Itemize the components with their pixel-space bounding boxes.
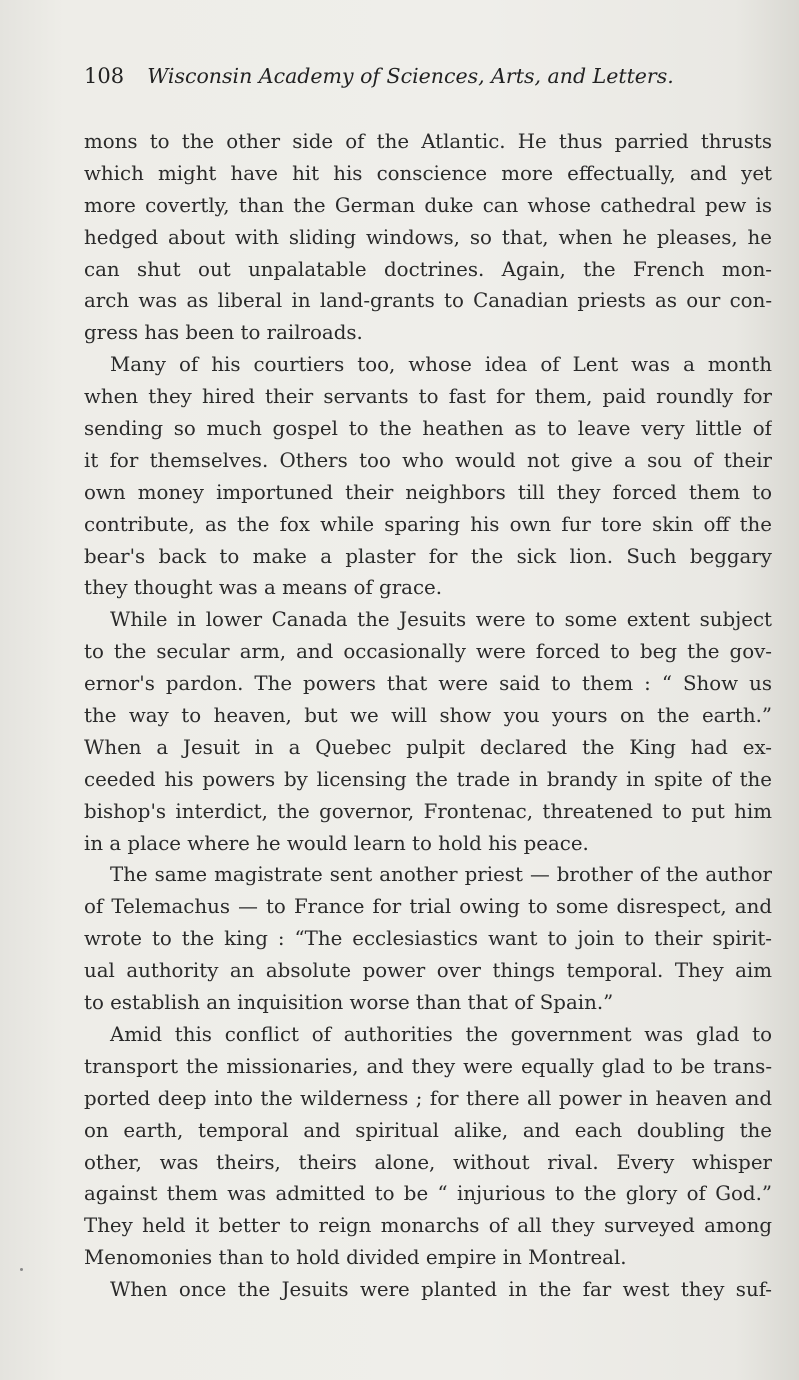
text-line: ernor's pardon. The powers that were said to them : “ Show us [84, 672, 772, 696]
text-line: to establish an inquisition worse than that of Spain.” [84, 991, 614, 1015]
text-line: When once the Jesuits were planted in the far west they suf- [110, 1278, 772, 1302]
text-line: When a Jesuit in a Quebec pulpit declared the King had ex- [84, 735, 772, 759]
text-line: it for themselves. Others too who would not give a sou of their [84, 448, 772, 472]
text-line: can shut out unpalatable doctrines. Again, the French mon- [84, 257, 772, 281]
text-line: in a place where he would learn to hold his peace. [84, 831, 589, 855]
text-line: Menomonies than to hold divided empire in Montreal. [84, 1246, 627, 1270]
body-text [84, 126, 772, 1306]
text-line: ual authority an absolute power over things temporal. They aim [84, 959, 772, 983]
text-line: sending so much gospel to the heathen as to leave very little of [84, 417, 772, 441]
text-line: the way to heaven, but we will show you yours on the earth.” [84, 704, 772, 728]
running-head: Wisconsin Academy of Sciences, Arts, and Letters. [147, 64, 674, 88]
text-line: gress has been to railroads. [84, 321, 363, 345]
page-header [84, 64, 724, 100]
text-line: when they hired their servants to fast for them, paid roundly for [84, 385, 772, 409]
text-line: ported deep into the wilderness ; for there all power in heaven and [84, 1086, 772, 1110]
text-line: own money importuned their neighbors till they forced them to [84, 480, 772, 504]
text-line: While in lower Canada the Jesuits were to some extent subject [110, 608, 772, 632]
text-line: on earth, temporal and spiritual alike, and each doubling the [84, 1118, 772, 1142]
text-line: hedged about with sliding windows, so that, when he pleases, he [84, 225, 772, 249]
text-line: arch was as liberal in land-grants to Canadian priests as our con- [84, 289, 772, 313]
text-line: they thought was a means of grace. [84, 576, 443, 600]
text-line: against them was admitted to be “ injurious to the glory of God.” [84, 1182, 772, 1206]
text-line: more covertly, than the German duke can whose cathedral pew is [84, 193, 772, 217]
text-line: other, was theirs, theirs alone, without rival. Every whisper [84, 1150, 772, 1174]
text-line: bear's back to make a plaster for the sick lion. Such beggary [84, 544, 772, 568]
margin-speck [20, 1268, 23, 1271]
text-line: transport the missionaries, and they were equally glad to be trans- [84, 1054, 772, 1078]
text-line: bishop's interdict, the governor, Frontenac, threatened to put him [84, 799, 772, 823]
text-line: Many of his courtiers too, whose idea of Lent was a month [110, 353, 772, 377]
text-line: to the secular arm, and occasionally were forced to beg the gov- [84, 640, 772, 664]
text-line: contribute, as the fox while sparing his own fur tore skin off the [84, 512, 772, 536]
text-line: wrote to the king : “The ecclesiastics want to join to their spirit- [84, 927, 772, 951]
text-line: mons to the other side of the Atlantic. He thus parried thrusts [84, 130, 772, 153]
text-line: which might have hit his conscience more effectually, and yet [84, 161, 772, 185]
text-line: They held it better to reign monarchs of all they surveyed among [84, 1214, 772, 1238]
text-line: ceeded his powers by licensing the trade in brandy in spite of the [84, 767, 772, 791]
text-line: Amid this conflict of authorities the government was glad to [110, 1022, 772, 1046]
text-line: The same magistrate sent another priest — brother of the author [110, 863, 772, 887]
page-number: 108 [84, 64, 125, 88]
text-line: of Telemachus — to France for trial owing to some disrespect, and [84, 895, 772, 919]
